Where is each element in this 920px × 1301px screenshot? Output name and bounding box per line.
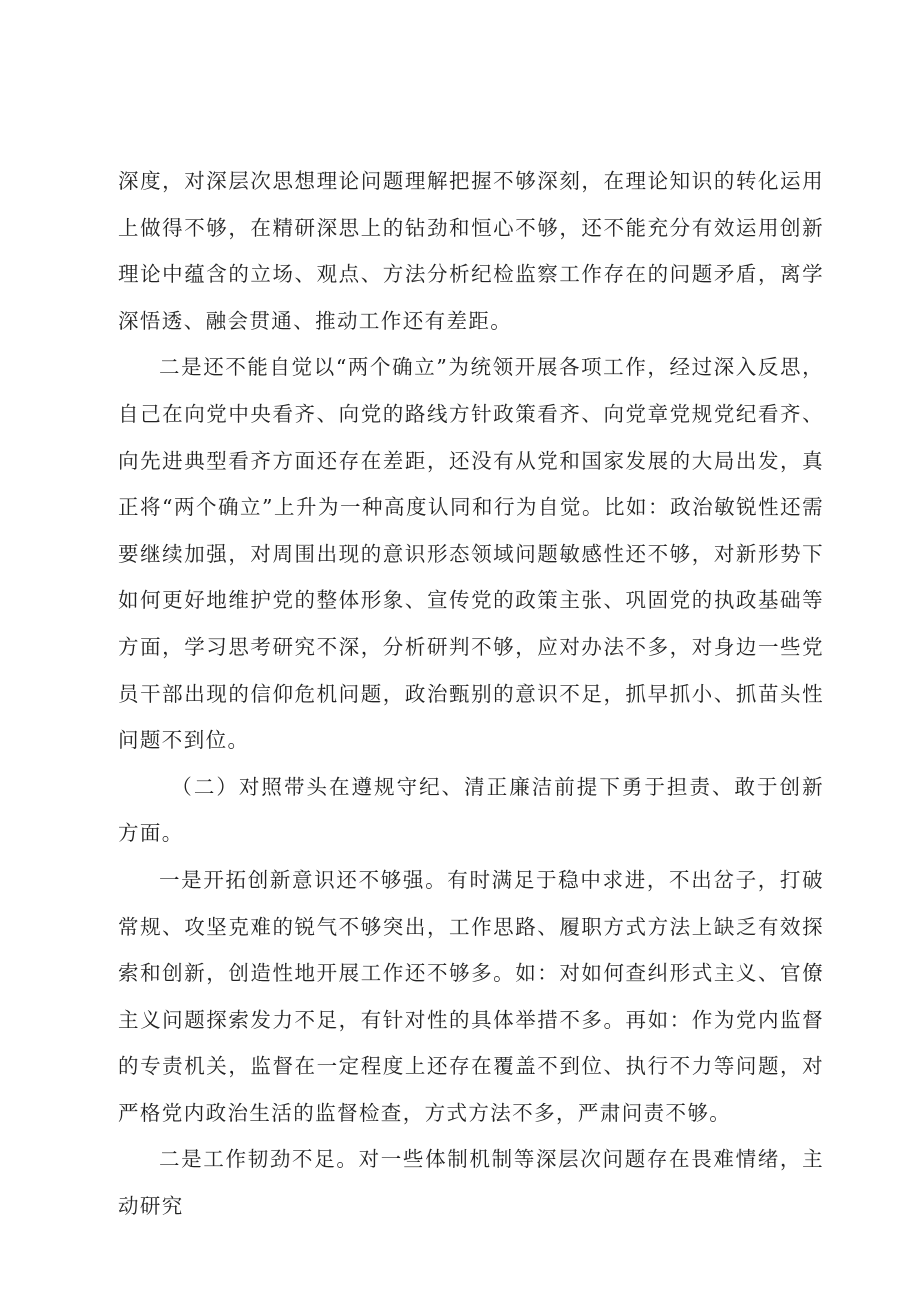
paragraph-point-one-innovation: 一是开拓创新意识还不够强。有时满足于稳中求进，不出岔子，打破常规、攻坚克难的锐气不够突出，工作思路、履职方式方法上缺乏有效探索和创新，创造性地开展工作还不够多。如：对如何查纠形式主义、官僚主义问题探索发力不足，有针对性的具体举措不多。再如：作为党内监督的专责机关，监督在一定程度上还存在覆盖不到位、执行不力等问题，对严格党内政治生活的监督检查，方式方法不多，严肃问责不够。 <box>118 867 824 1125</box>
paragraph-point-two-tenacity: 二是工作韧劲不足。对一些体制机制等深层次问题存在畏难情绪，主动研究 <box>118 1147 824 1219</box>
paragraph-continuation: 深度，对深层次思想理论问题理解把握不够深刻，在理论知识的转化运用上做得不够，在精研深思上的钻劲和恒心不够，还不能充分有效运用创新理论中蕴含的立场、观点、方法分析纪检监察工作存在的问题矛盾，离学深悟透、融会贯通、推动工作还有差距。 <box>118 169 824 333</box>
paragraph-point-two: 二是还不能自觉以“两个确立”为统领开展各项工作，经过深入反思，自己在向党中央看齐、向党的路线方针政策看齐、向党章党规党纪看齐、向先进典型看齐方面还存在差距，还没有从党和国家发展的大局出发，真正将“两个确立”上升为一种高度认同和行为自觉。比如：政治敏锐性还需要继续加强，对周围出现的意识形态领域问题敏感性还不够，对新形势下如何更好地维护党的整体形象、宣传党的政策主张、巩固党的执政基础等方面，学习思考研究不深，分析研判不够，应对办法不多，对身边一些党员干部出现的信仰危机问题，政治甄别的意识不足，抓早抓小、抓苗头性问题不到位。 <box>118 355 824 753</box>
section-heading: （二）对照带头在遵规守纪、清正廉洁前提下勇于担责、敢于创新方面。 <box>118 774 824 846</box>
document-body <box>118 158 824 1230</box>
